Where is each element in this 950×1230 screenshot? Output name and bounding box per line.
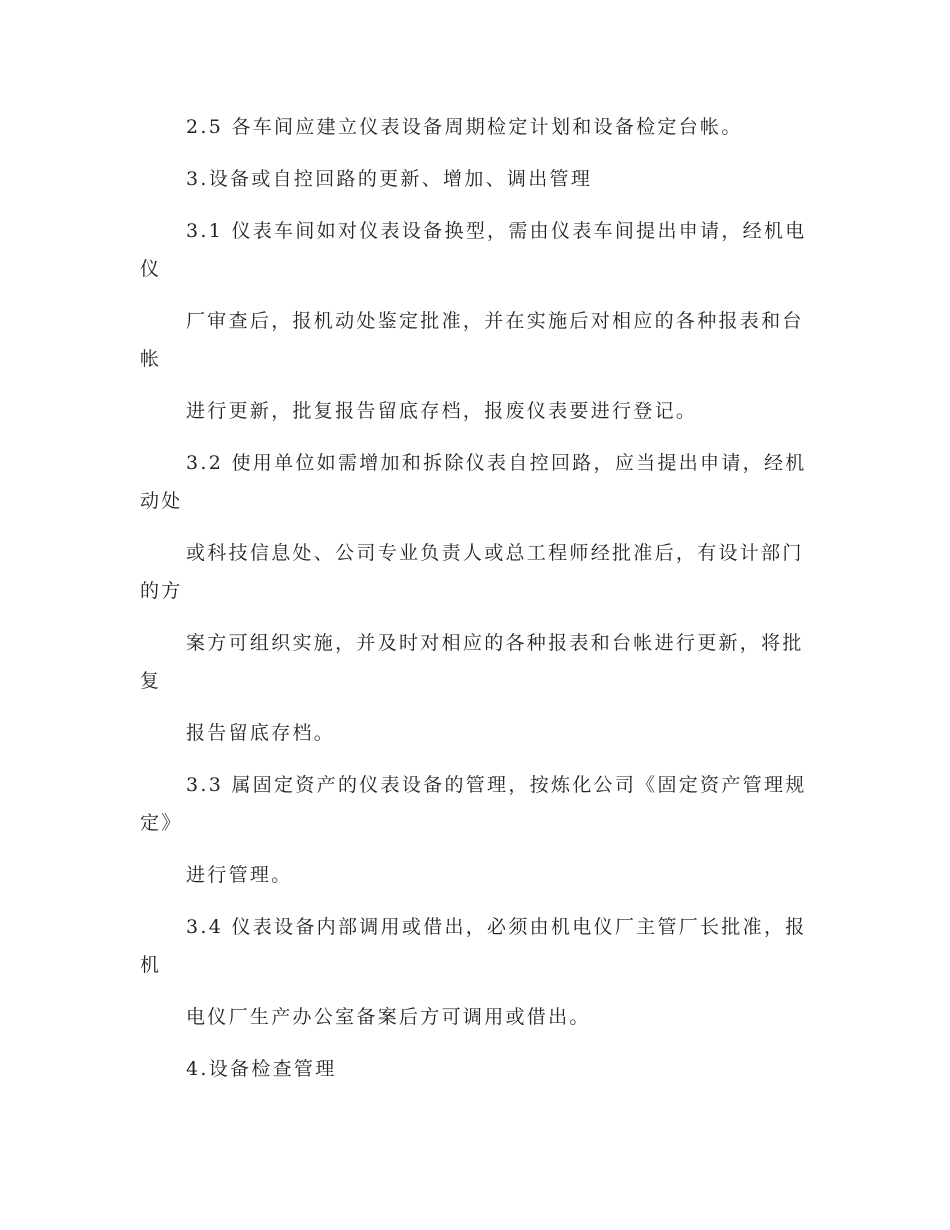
paragraph-3-4: 3.4 仪表设备内部调用或借出，必须由机电仪厂主管厂长批准，报机 [140, 916, 807, 976]
paragraph-3-1-cont-2: 进行更新，批复报告留底存档，报废仪表要进行登记。 [186, 400, 698, 422]
paragraph-3-3: 3.3 属固定资产的仪表设备的管理，按炼化公司《固定资产管理规定》 [140, 774, 807, 834]
document-body [140, 108, 810, 1102]
paragraph-3-2-cont-3: 报告留底存档。 [186, 722, 336, 744]
paragraph-3-2-cont-1: 或科技信息处、公司专业负责人或总工程师经批准后，有设计部门的方 [140, 542, 804, 602]
paragraph-3-4-cont-1: 电仪厂生产办公室备案后方可调用或借出。 [186, 1006, 591, 1028]
paragraph-3-2: 3.2 使用单位如需增加和拆除仪表自控回路，应当提出申请，经机动处 [140, 452, 807, 512]
section-heading-4: 4.设备检查管理 [186, 1058, 337, 1080]
paragraph-2-5: 2.5 各车间应建立仪表设备周期检定计划和设备检定台帐。 [186, 116, 743, 138]
paragraph-3-3-cont-1: 进行管理。 [186, 864, 293, 886]
paragraph-3-1: 3.1 仪表车间如对仪表设备换型，需由仪表车间提出申请，经机电仪 [140, 220, 807, 280]
paragraph-3-1-cont-1: 厂审查后，报机动处鉴定批准，并在实施后对相应的各种报表和台帐 [140, 310, 804, 370]
section-heading-3: 3.设备或自控回路的更新、增加、调出管理 [186, 168, 593, 190]
paragraph-3-2-cont-2: 案方可组织实施，并及时对相应的各种报表和台帐进行更新，将批复 [140, 632, 804, 692]
